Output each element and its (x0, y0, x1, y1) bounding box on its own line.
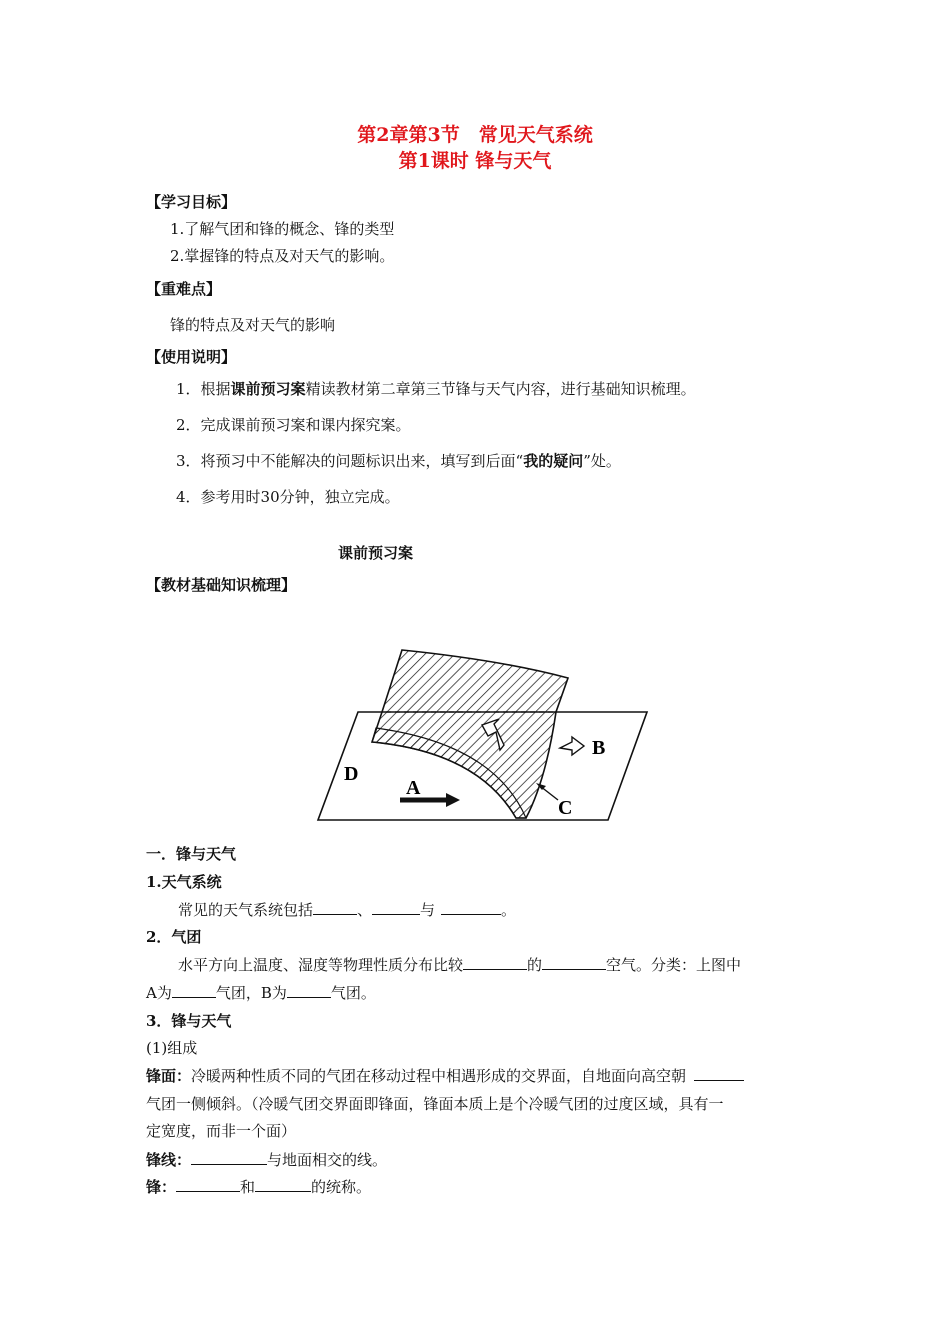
blank-7[interactable] (287, 983, 331, 998)
blank-2[interactable] (372, 900, 420, 915)
sub2-heading: 2．气团 (146, 928, 202, 946)
blank-1[interactable] (313, 900, 357, 915)
sub2-line1: 水平方向上温度、湿度等物理性质分布比较 的 空气。分类：上图中 (178, 956, 742, 974)
preview-title: 课前预习案 (338, 544, 414, 562)
blank-9[interactable] (191, 1150, 267, 1165)
sub1-heading: 1.天气系统 (146, 873, 222, 891)
title-line1: 第2章第3节 常见天气系统 (357, 124, 593, 146)
sub2-line2: A为 气团，B为 气团。 (146, 984, 376, 1002)
label-a: A (406, 777, 421, 799)
label-d: D (344, 763, 359, 785)
title-line2: 第1课时 锋与天气 (398, 150, 552, 172)
label-b: B (592, 737, 606, 759)
key-points-heading: 【重难点】 (146, 280, 222, 298)
blank-11[interactable] (255, 1177, 311, 1192)
objectives-heading: 【学习目标】 (146, 193, 237, 211)
key-points-text: 锋的特点及对天气的影响 (170, 316, 336, 334)
section1-heading: 一．锋与天气 (146, 845, 237, 863)
front-surface-line3: 定宽度，而非一个面） (146, 1122, 297, 1140)
label-c: C (558, 797, 573, 819)
blank-4[interactable] (463, 955, 527, 970)
front-surface-line2: 气团一侧倾斜。（冷暖气团交界面即锋面，锋面本质上是个冷暖气团的过度区域，具有一 (146, 1095, 724, 1113)
objective-item-2: 2.掌握锋的特点及对天气的影响。 (170, 247, 395, 265)
composition-label: (1)组成 (146, 1039, 198, 1057)
usage-heading: 【使用说明】 (146, 348, 237, 366)
front-def: 锋： 和 的统称。 (146, 1178, 372, 1196)
blank-5[interactable] (542, 955, 606, 970)
blank-8[interactable] (694, 1066, 744, 1081)
objective-item-1: 1.了解气团和锋的概念、锋的类型 (170, 220, 395, 238)
usage-item-1: 1．根据课前预习案精读教材第二章第三节锋与天气内容，进行基础知识梳理。 (176, 380, 696, 398)
blank-6[interactable] (172, 983, 216, 998)
usage-item-4: 4．参考用时30分钟，独立完成。 (176, 488, 400, 506)
front-surface-line1: 锋面：冷暖两种性质不同的气团在移动过程中相遇形成的交界面，自地面向高空朝 (146, 1065, 744, 1086)
front-diagram (300, 640, 660, 830)
sub3-heading: 3．锋与天气 (146, 1012, 232, 1030)
preview-subheading: 【教材基础知识梳理】 (146, 576, 297, 594)
usage-item-3: 3．将预习中不能解决的问题标识出来，填写到后面“我的疑问”处。 (176, 452, 621, 470)
sub1-text: 常见的天气系统包括 、 与 。 (178, 901, 517, 919)
blank-10[interactable] (176, 1177, 240, 1192)
usage-item-2: 2．完成课前预习案和课内探究案。 (176, 416, 411, 434)
blank-3[interactable] (441, 900, 501, 915)
front-line-def: 锋线： 与地面相交的线。 (146, 1151, 388, 1169)
